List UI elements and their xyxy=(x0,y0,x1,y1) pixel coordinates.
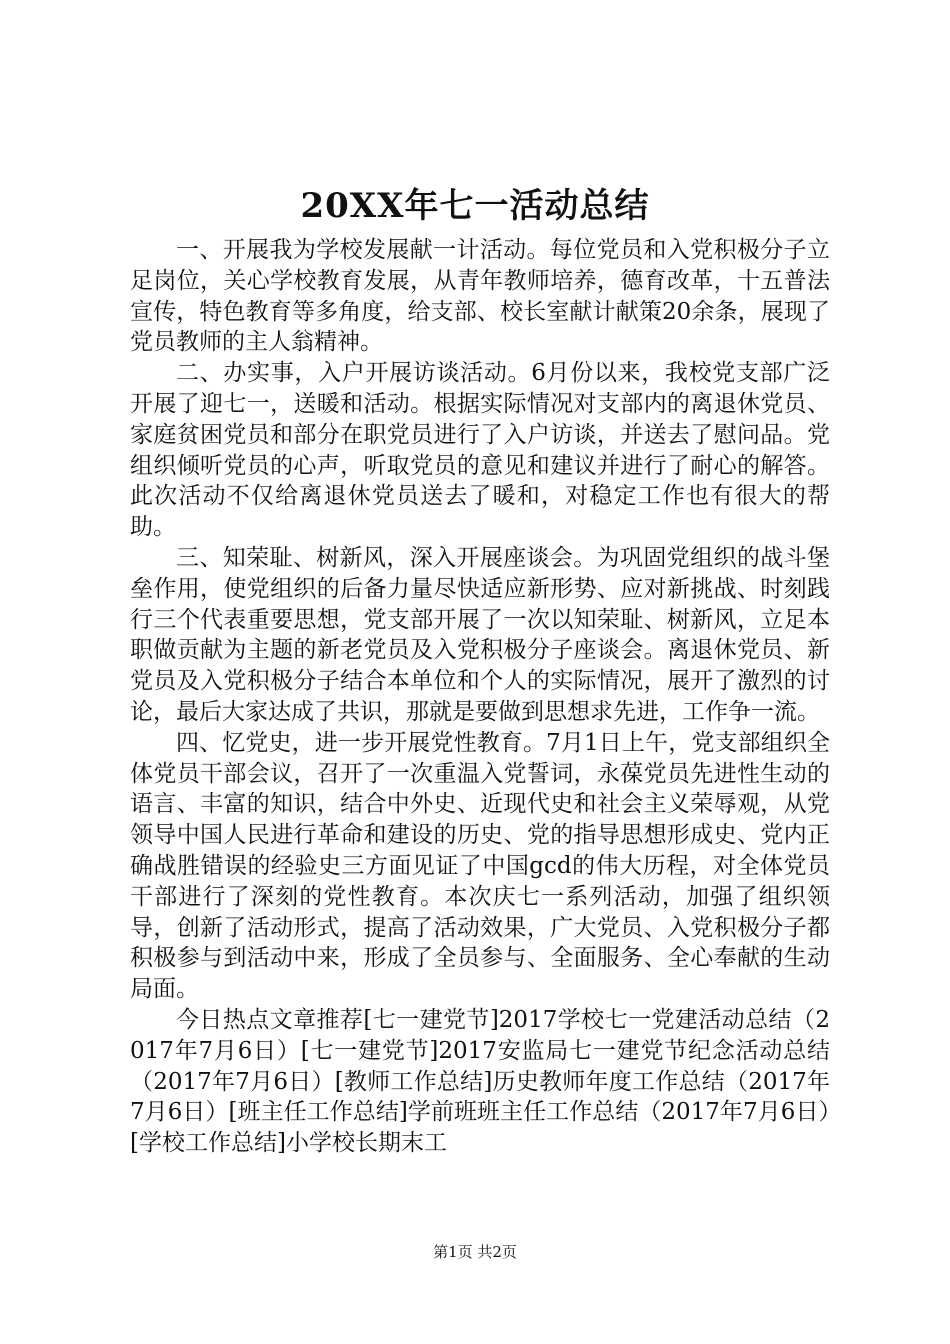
document-body xyxy=(130,235,830,1159)
page-number-footer: 第1页 共2页 xyxy=(433,1243,517,1261)
document-title: 20XX年七一活动总结 xyxy=(300,186,650,226)
paragraph-recommendations: 今日热点文章推荐[七一建党节]2017学校七一党建活动总结（2017年7月6日）[七一建党节]2017安监局七一建党节纪念活动总结（2017年7月6日）[教师工作总结]历史教师年度工作总结（2017年7月6日）[班主任工作总结]学前班班主任工作总结（2017年7月6日）[学校工作总结]小学校长期末工 xyxy=(130,1006,830,1157)
paragraph-2: 二、办实事，入户开展访谈活动。6月份以来，我校党支部广泛开展了迎七一，送暖和活动。根据实际情况对支部内的离退休党员、家庭贫困党员和部分在职党员进行了入户访谈，并送去了慰问品。党组织倾听党员的心声，听取党员的意见和建议并进行了耐心的解答。此次活动不仅给离退休党员送去了暖和，对稳定工作也有很大的帮助。 xyxy=(130,360,830,541)
paragraph-4: 四、忆党史，进一步开展党性教育。7月1日上午，党支部组织全体党员干部会议，召开了一次重温入党誓词，永葆党员先进性生动的语言、丰富的知识，结合中外史、近现代史和社会主义荣辱观，从党领导中国人民进行革命和建设的历史、党的指导思想形成史、党内正确战胜错误的经验史三方面见证了中国gcd的伟大历程，对全体党员干部进行了深刻的党性教育。本次庆七一系列活动，加强了组织领导，创新了活动形式，提高了活动效果，广大党员、入党积极分子都积极参与到活动中来，形成了全员参与、全面服务、全心奉献的生动局面。 xyxy=(130,729,830,1003)
paragraph-3: 三、知荣耻、树新风，深入开展座谈会。为巩固党组织的战斗堡垒作用，使党组织的后备力量尽快适应新形势、应对新挑战、时刻践行三个代表重要思想，党支部开展了一次以知荣耻、树新风，立足本职做贡献为主题的新老党员及入党积极分子座谈会。离退休党员、新党员及入党积极分子结合本单位和个人的实际情况，展开了激烈的讨论，最后大家达成了共识，那就是要做到思想求先进，工作争一流。 xyxy=(130,544,830,725)
paragraph-1: 一、开展我为学校发展献一计活动。每位党员和入党积极分子立足岗位，关心学校教育发展，从青年教师培养，德育改革，十五普法宣传，特色教育等多角度，给支部、校长室献计献策20余条，展现了党员教师的主人翁精神。 xyxy=(130,237,830,356)
